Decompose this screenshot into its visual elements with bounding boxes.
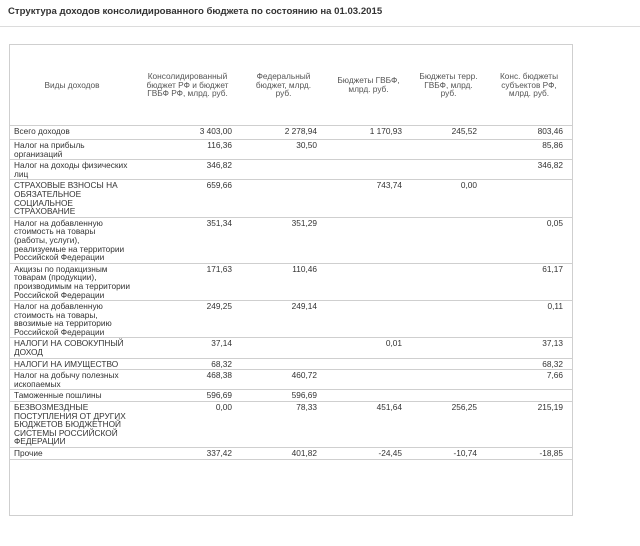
federal-cell: 596,69	[241, 390, 326, 402]
column-header-gvbf: Бюджеты ГВБФ, млрд. руб.	[326, 45, 411, 126]
table-row	[10, 126, 572, 140]
income-type-cell: Налог на добавленную стоимость на товары, ввозимые на территорию Российской Федерации	[10, 301, 134, 338]
income-type-cell: Прочие	[10, 448, 134, 460]
column-header-federal: Федеральный бюджет, млрд. руб.	[241, 45, 326, 126]
terr-gvbf-cell: 256,25	[411, 402, 486, 448]
gvbf-cell	[326, 370, 411, 390]
table-row	[10, 390, 572, 402]
regions-cell: 7,66	[486, 370, 572, 390]
income-type-cell: Налог на добавленную стоимость на товары (работы, услуги), реализуемые на территории Российской Федерации	[10, 217, 134, 263]
income-type-cell: Акцизы по подакцизным товарам (продукции), производимым на территории Российской Федерации	[10, 263, 134, 300]
gvbf-cell: 0,01	[326, 338, 411, 358]
terr-gvbf-cell	[411, 358, 486, 370]
table-row	[10, 301, 572, 338]
column-header-terr-gvbf: Бюджеты терр. ГВБФ, млрд. руб.	[411, 45, 486, 126]
table-row	[10, 448, 572, 460]
table-row	[10, 160, 572, 180]
table-row	[10, 140, 572, 160]
gvbf-cell	[326, 390, 411, 402]
terr-gvbf-cell	[411, 140, 486, 160]
income-type-cell: НАЛОГИ НА ИМУЩЕСТВО	[10, 358, 134, 370]
consolidated-cell: 468,38	[134, 370, 241, 390]
regions-cell: 803,46	[486, 126, 572, 140]
federal-cell	[241, 358, 326, 370]
regions-cell: 346,82	[486, 160, 572, 180]
gvbf-cell: -24,45	[326, 448, 411, 460]
gvbf-cell	[326, 140, 411, 160]
regions-cell: 215,19	[486, 402, 572, 448]
regions-cell: 68,32	[486, 358, 572, 370]
income-type-cell: Таможенные пошлины	[10, 390, 134, 402]
income-type-cell: Налог на добычу полезных ископаемых	[10, 370, 134, 390]
terr-gvbf-cell	[411, 390, 486, 402]
terr-gvbf-cell: -10,74	[411, 448, 486, 460]
federal-cell: 30,50	[241, 140, 326, 160]
consolidated-cell: 0,00	[134, 402, 241, 448]
terr-gvbf-cell: 245,52	[411, 126, 486, 140]
page-title: Структура доходов консолидированного бюджета по состоянию на 01.03.2015	[8, 6, 383, 17]
gvbf-cell	[326, 160, 411, 180]
federal-cell: 2 278,94	[241, 126, 326, 140]
terr-gvbf-cell	[411, 301, 486, 338]
income-type-cell: Налог на доходы физических лиц	[10, 160, 134, 180]
consolidated-cell: 351,34	[134, 217, 241, 263]
column-header-income-type: Виды доходов	[10, 45, 134, 126]
federal-cell: 460,72	[241, 370, 326, 390]
table-row	[10, 217, 572, 263]
gvbf-cell: 451,64	[326, 402, 411, 448]
gvbf-cell	[326, 217, 411, 263]
terr-gvbf-cell	[411, 160, 486, 180]
table-row	[10, 263, 572, 300]
terr-gvbf-cell	[411, 338, 486, 358]
regions-cell: -18,85	[486, 448, 572, 460]
gvbf-cell	[326, 301, 411, 338]
federal-cell: 249,14	[241, 301, 326, 338]
table-row	[10, 402, 572, 448]
table-row	[10, 338, 572, 358]
income-type-cell: Налог на прибыль организаций	[10, 140, 134, 160]
income-table-container	[9, 44, 573, 516]
terr-gvbf-cell: 0,00	[411, 180, 486, 217]
regions-cell: 61,17	[486, 263, 572, 300]
consolidated-cell: 171,63	[134, 263, 241, 300]
title-divider	[0, 26, 640, 27]
income-type-cell: Всего доходов	[10, 126, 134, 140]
regions-cell: 37,13	[486, 338, 572, 358]
federal-cell	[241, 160, 326, 180]
regions-cell: 0,11	[486, 301, 572, 338]
regions-cell	[486, 180, 572, 217]
federal-cell: 351,29	[241, 217, 326, 263]
federal-cell	[241, 338, 326, 358]
column-header-consolidated: Консолидированный бюджет РФ и бюджет ГВБФ РФ, млрд. руб.	[134, 45, 241, 126]
terr-gvbf-cell	[411, 263, 486, 300]
terr-gvbf-cell	[411, 370, 486, 390]
consolidated-cell: 249,25	[134, 301, 241, 338]
income-type-cell: БЕЗВОЗМЕЗДНЫЕ ПОСТУПЛЕНИЯ ОТ ДРУГИХ БЮДЖЕТОВ БЮДЖЕТНОЙ СИСТЕМЫ РОССИЙСКОЙ ФЕДЕРАЦИИ	[10, 402, 134, 448]
consolidated-cell: 68,32	[134, 358, 241, 370]
consolidated-cell: 659,66	[134, 180, 241, 217]
regions-cell	[486, 390, 572, 402]
federal-cell: 401,82	[241, 448, 326, 460]
income-type-cell: СТРАХОВЫЕ ВЗНОСЫ НА ОБЯЗАТЕЛЬНОЕ СОЦИАЛЬНОЕ СТРАХОВАНИЕ	[10, 180, 134, 217]
federal-cell: 78,33	[241, 402, 326, 448]
table-row	[10, 358, 572, 370]
gvbf-cell	[326, 358, 411, 370]
gvbf-cell	[326, 263, 411, 300]
federal-cell	[241, 180, 326, 217]
consolidated-cell: 337,42	[134, 448, 241, 460]
income-type-cell: НАЛОГИ НА СОВОКУПНЫЙ ДОХОД	[10, 338, 134, 358]
table-row	[10, 370, 572, 390]
consolidated-cell: 116,36	[134, 140, 241, 160]
consolidated-cell: 37,14	[134, 338, 241, 358]
consolidated-cell: 346,82	[134, 160, 241, 180]
regions-cell: 0,05	[486, 217, 572, 263]
gvbf-cell: 1 170,93	[326, 126, 411, 140]
regions-cell: 85,86	[486, 140, 572, 160]
table-row	[10, 180, 572, 217]
consolidated-cell: 3 403,00	[134, 126, 241, 140]
column-header-regions: Конс. бюджеты субъектов РФ, млрд. руб.	[486, 45, 572, 126]
gvbf-cell: 743,74	[326, 180, 411, 217]
terr-gvbf-cell	[411, 217, 486, 263]
federal-cell: 110,46	[241, 263, 326, 300]
income-structure-table	[10, 45, 572, 460]
consolidated-cell: 596,69	[134, 390, 241, 402]
table-header-row	[10, 45, 572, 126]
